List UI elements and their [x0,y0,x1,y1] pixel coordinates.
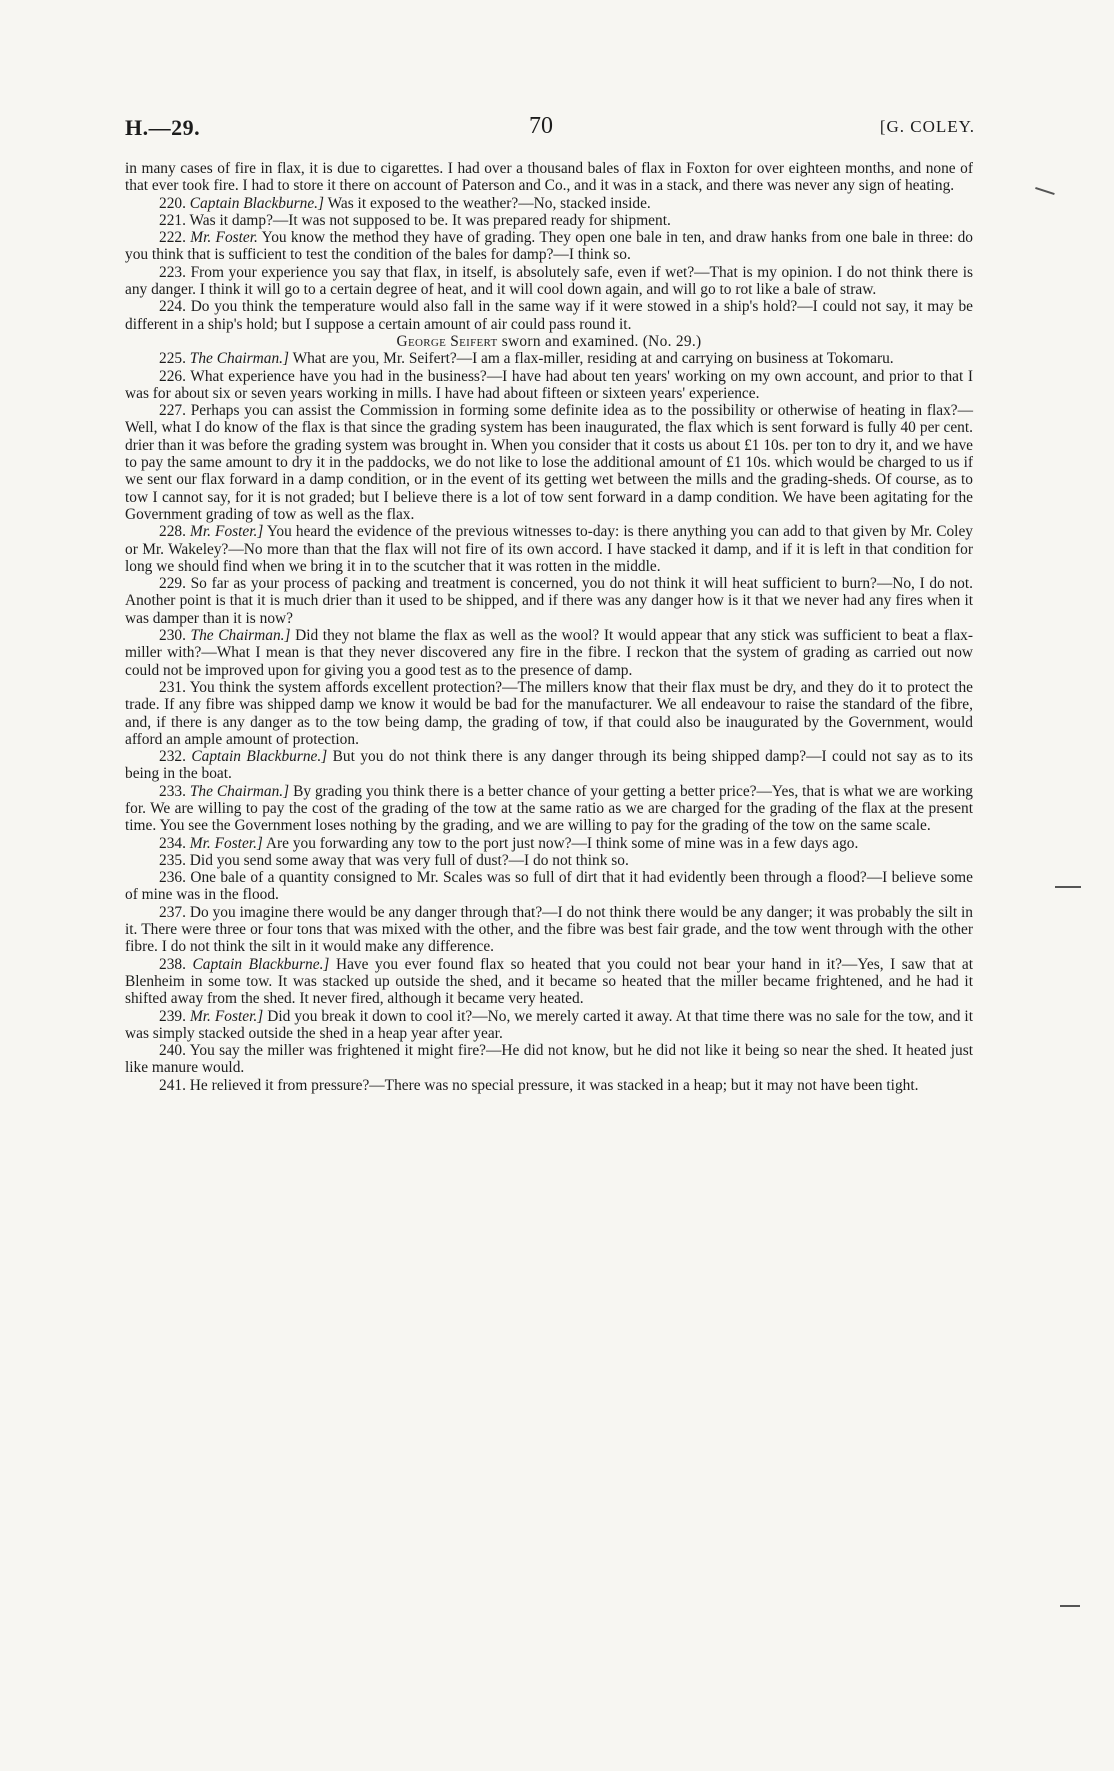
question-text: Did you send some away that was very full of dust?—I do not think so. [189,851,629,869]
question-number: 234. [159,834,186,852]
question-text: By grading you think there is a better chance of your getting a better price?—Yes, that is what we are working for. We are willing to pay the cost of the grading of the tow at the same ratio as we are charged for the grading of the flax at the present time. You see the Government loses nothing by the grading, and we are willing to pay for the grading of the tow on the same scale. [125,782,973,835]
question-text: Was it damp?—It was not supposed to be. It was prepared ready for shipment. [189,211,671,229]
question-number: 222. [159,229,186,247]
question-number: 228. [159,523,186,541]
question-number: 241. [159,1076,186,1094]
question-number: 239. [159,1007,186,1025]
speaker: The Chairman.] [189,782,290,800]
question-229 [125,575,973,627]
speaker: Mr. Foster.] [189,834,263,852]
question-number: 220. [159,194,186,212]
witness-heading [125,333,973,350]
speaker: The Chairman.] [189,350,289,368]
speaker: The Chairman.] [190,627,291,645]
witness-running-head: [G. COLEY. [879,117,975,136]
questions-block-1 [125,195,973,333]
speaker: Mr. Foster. [190,229,258,247]
margin-mark [1055,886,1081,888]
speaker: Mr. Foster.] [190,523,264,541]
question-224 [125,298,973,333]
question-text: Do you think the temperature would also fall in the same way if it were stowed in a ship's hold?—I could not say, it may be different in a ship's hold; but I suppose a certain amount of air could pass round it. [125,298,973,333]
question-232 [125,748,973,783]
speaker: Captain Blackburne.] [192,955,330,973]
question-number: 223. [159,263,186,281]
question-222 [125,229,973,264]
speaker: Captain Blackburne.] [191,748,328,766]
question-228 [125,523,973,575]
page-header [125,115,975,149]
question-236 [125,869,973,904]
question-number: 225. [159,350,186,368]
question-text: You know the method they have of grading. They open one bale in ten, and draw hanks from one bale in three: do you think that is sufficient to test the condition of the bales for damp?—I think so. [125,229,973,264]
question-239 [125,1008,973,1043]
question-number: 229. [159,575,186,593]
question-number: 236. [159,869,186,887]
question-241 [125,1077,973,1094]
question-225 [125,350,973,367]
question-226 [125,368,973,403]
margin-mark [1060,1605,1080,1607]
speaker: Captain Blackburne.] [189,194,325,212]
question-text: Are you forwarding any tow to the port just now?—I think some of mine was in a few days ago. [262,834,859,852]
page-number: 70 [529,113,553,139]
question-text: Did you break it down to cool it?—No, we merely carted it away. At that time there was no sale for the tow, and it was simply stacked outside the shed in a heap year after year. [125,1007,973,1042]
question-221 [125,212,973,229]
question-223 [125,264,973,299]
question-233 [125,783,973,835]
question-number: 232. [159,748,186,766]
question-text: You say the miller was frightened it might fire?—He did not know, but he did not like it being so near the shed. It heated just like manure would. [125,1042,973,1077]
question-text: What are you, Mr. Seifert?—I am a flax-miller, residing at and carrying on business at Tokomaru. [289,350,894,368]
questions-block-2 [125,350,973,1094]
question-text: One bale of a quantity consigned to Mr. Scales was so full of dirt that it had evidently been through a flood?—I believe some of mine was in the flood. [125,869,973,904]
question-number: 227. [159,402,186,420]
report-code: H.—29. [125,115,201,140]
question-text: What experience have you had in the business?—I have had about ten years' working on my own account, and prior to that I was for about six or seven years working in mills. I have had about fifteen or sixteen years' experience. [125,367,974,402]
question-235 [125,852,973,869]
question-number: 226. [159,367,186,385]
page-body [125,160,973,1094]
question-220 [125,195,973,212]
question-text: Do you imagine there would be any danger through that?—I do not think there would be any danger; it was probably the silt in it. There were three or four tons that was mixed with the other, and the fibre was best fair grade, and the tow went through with the other fibre. I do not think the silt in it would make any difference. [125,903,973,956]
question-234 [125,835,973,852]
question-text: So far as your process of packing and treatment is concerned, you do not think it will heat sufficient to burn?—No, I do not. Another point is that it is much drier than it used to be shipped, and if there was any danger how is it that we never had any fires when it was damper than it is now? [125,575,973,627]
question-237 [125,904,973,956]
question-number: 231. [159,678,186,696]
question-number: 224. [159,298,186,316]
question-text: He relieved it from pressure?—There was no special pressure, it was stacked in a heap; but it may not have been tight. [189,1076,919,1094]
question-number: 233. [159,782,186,800]
question-231 [125,679,973,748]
question-number: 230. [159,627,186,645]
speaker: Mr. Foster.] [189,1007,264,1025]
question-230 [125,627,973,679]
question-text: Did they not blame the flax as well as the wool? It would appear that any stick was sufficient to beat a flax-miller with?—What I mean is that they never discovered any fire in the fibre. I reckon that the system of grading as carried out now could not be improved upon for giving you a good test as to the presence of damp. [125,627,973,679]
question-text: Was it exposed to the weather?—No, stacked inside. [324,194,651,212]
question-text: From your experience you say that flax, in itself, is absolutely safe, even if wet?—That is my opinion. I do not think there is any danger. I think it will go to a certain degree of heat, and it will cool down again, and will go to rot like a bale of straw. [125,263,973,299]
opening-continuation: in many cases of fire in flax, it is due to cigarettes. I had over a thousand bales of flax in Foxton for over eighteen months, and none of that ever took fire. I had to store it there on account of Paterson and Co., and it was in a stack, and there was never any sign of heating. [125,160,973,195]
question-number: 235. [159,851,186,869]
witness-heading-rest: sworn and examined. (No. 29.) [497,332,702,350]
question-number: 240. [159,1042,186,1060]
question-227 [125,402,973,523]
question-number: 237. [159,903,186,921]
question-text: Perhaps you can assist the Commission in forming some definite idea as to the possibility or otherwise of heating in flax?—Well, what I do know of the flax is that since the grading system has been inaugurated, the flax which is sent forward is fully 40 per cent. drier than it was before the grading system was brought in. When you consider that it costs us about £1 10s. per ton to dry it, and we have to pay the same amount to dry it in the paddocks, we do not like to lose the additional amount of £1 10s. which would be charged to us if we sent our flax forward in a damp condition, or in the event of its getting wet between the mills and the grading-sheds. Of course, as to tow I cannot say, for it is not graded; but I believe there is a lot of tow sent forward in a damp condition. We have been agitating for the Government grading of tow as well as the flax. [125,402,973,523]
question-240 [125,1042,973,1077]
witness-name: George Seifert [396,332,498,350]
question-text: Have you ever found flax so heated that you could not bear your hand in it?—Yes, I saw that at Blenheim in some tow. It was stacked up outside the shed, and it became so heated that the miller became frightened, and he had it shifted away from the shed. It never fired, although it became very heated. [125,955,973,1008]
question-238 [125,956,973,1008]
question-number: 221. [159,211,186,229]
margin-mark [1035,187,1054,195]
question-number: 238. [159,955,186,973]
question-text: You think the system affords excellent protection?—The millers know that their flax must be dry, and they do it to protect the trade. If any fibre was shipped damp we know it would be bad for the manufacturer. We all endeavour to raise the standard of the fibre, and, if there is any danger as to the tow being damp, the grading of tow, if that could also be inaugurated by the Government, would afford an ample amount of protection. [125,678,974,748]
question-text: You heard the evidence of the previous witnesses to-day: is there anything you can add to that given by Mr. Coley or Mr. Wakeley?—No more than that the flax will not fire of its own accord. I have stacked it damp, and if it is left in that condition for long we should find when we bring it in to the scutcher that it was rotten in the middle. [125,523,973,575]
question-text: But you do not think there is any danger through its being shipped damp?—I could not say as to its being in the boat. [125,748,973,783]
